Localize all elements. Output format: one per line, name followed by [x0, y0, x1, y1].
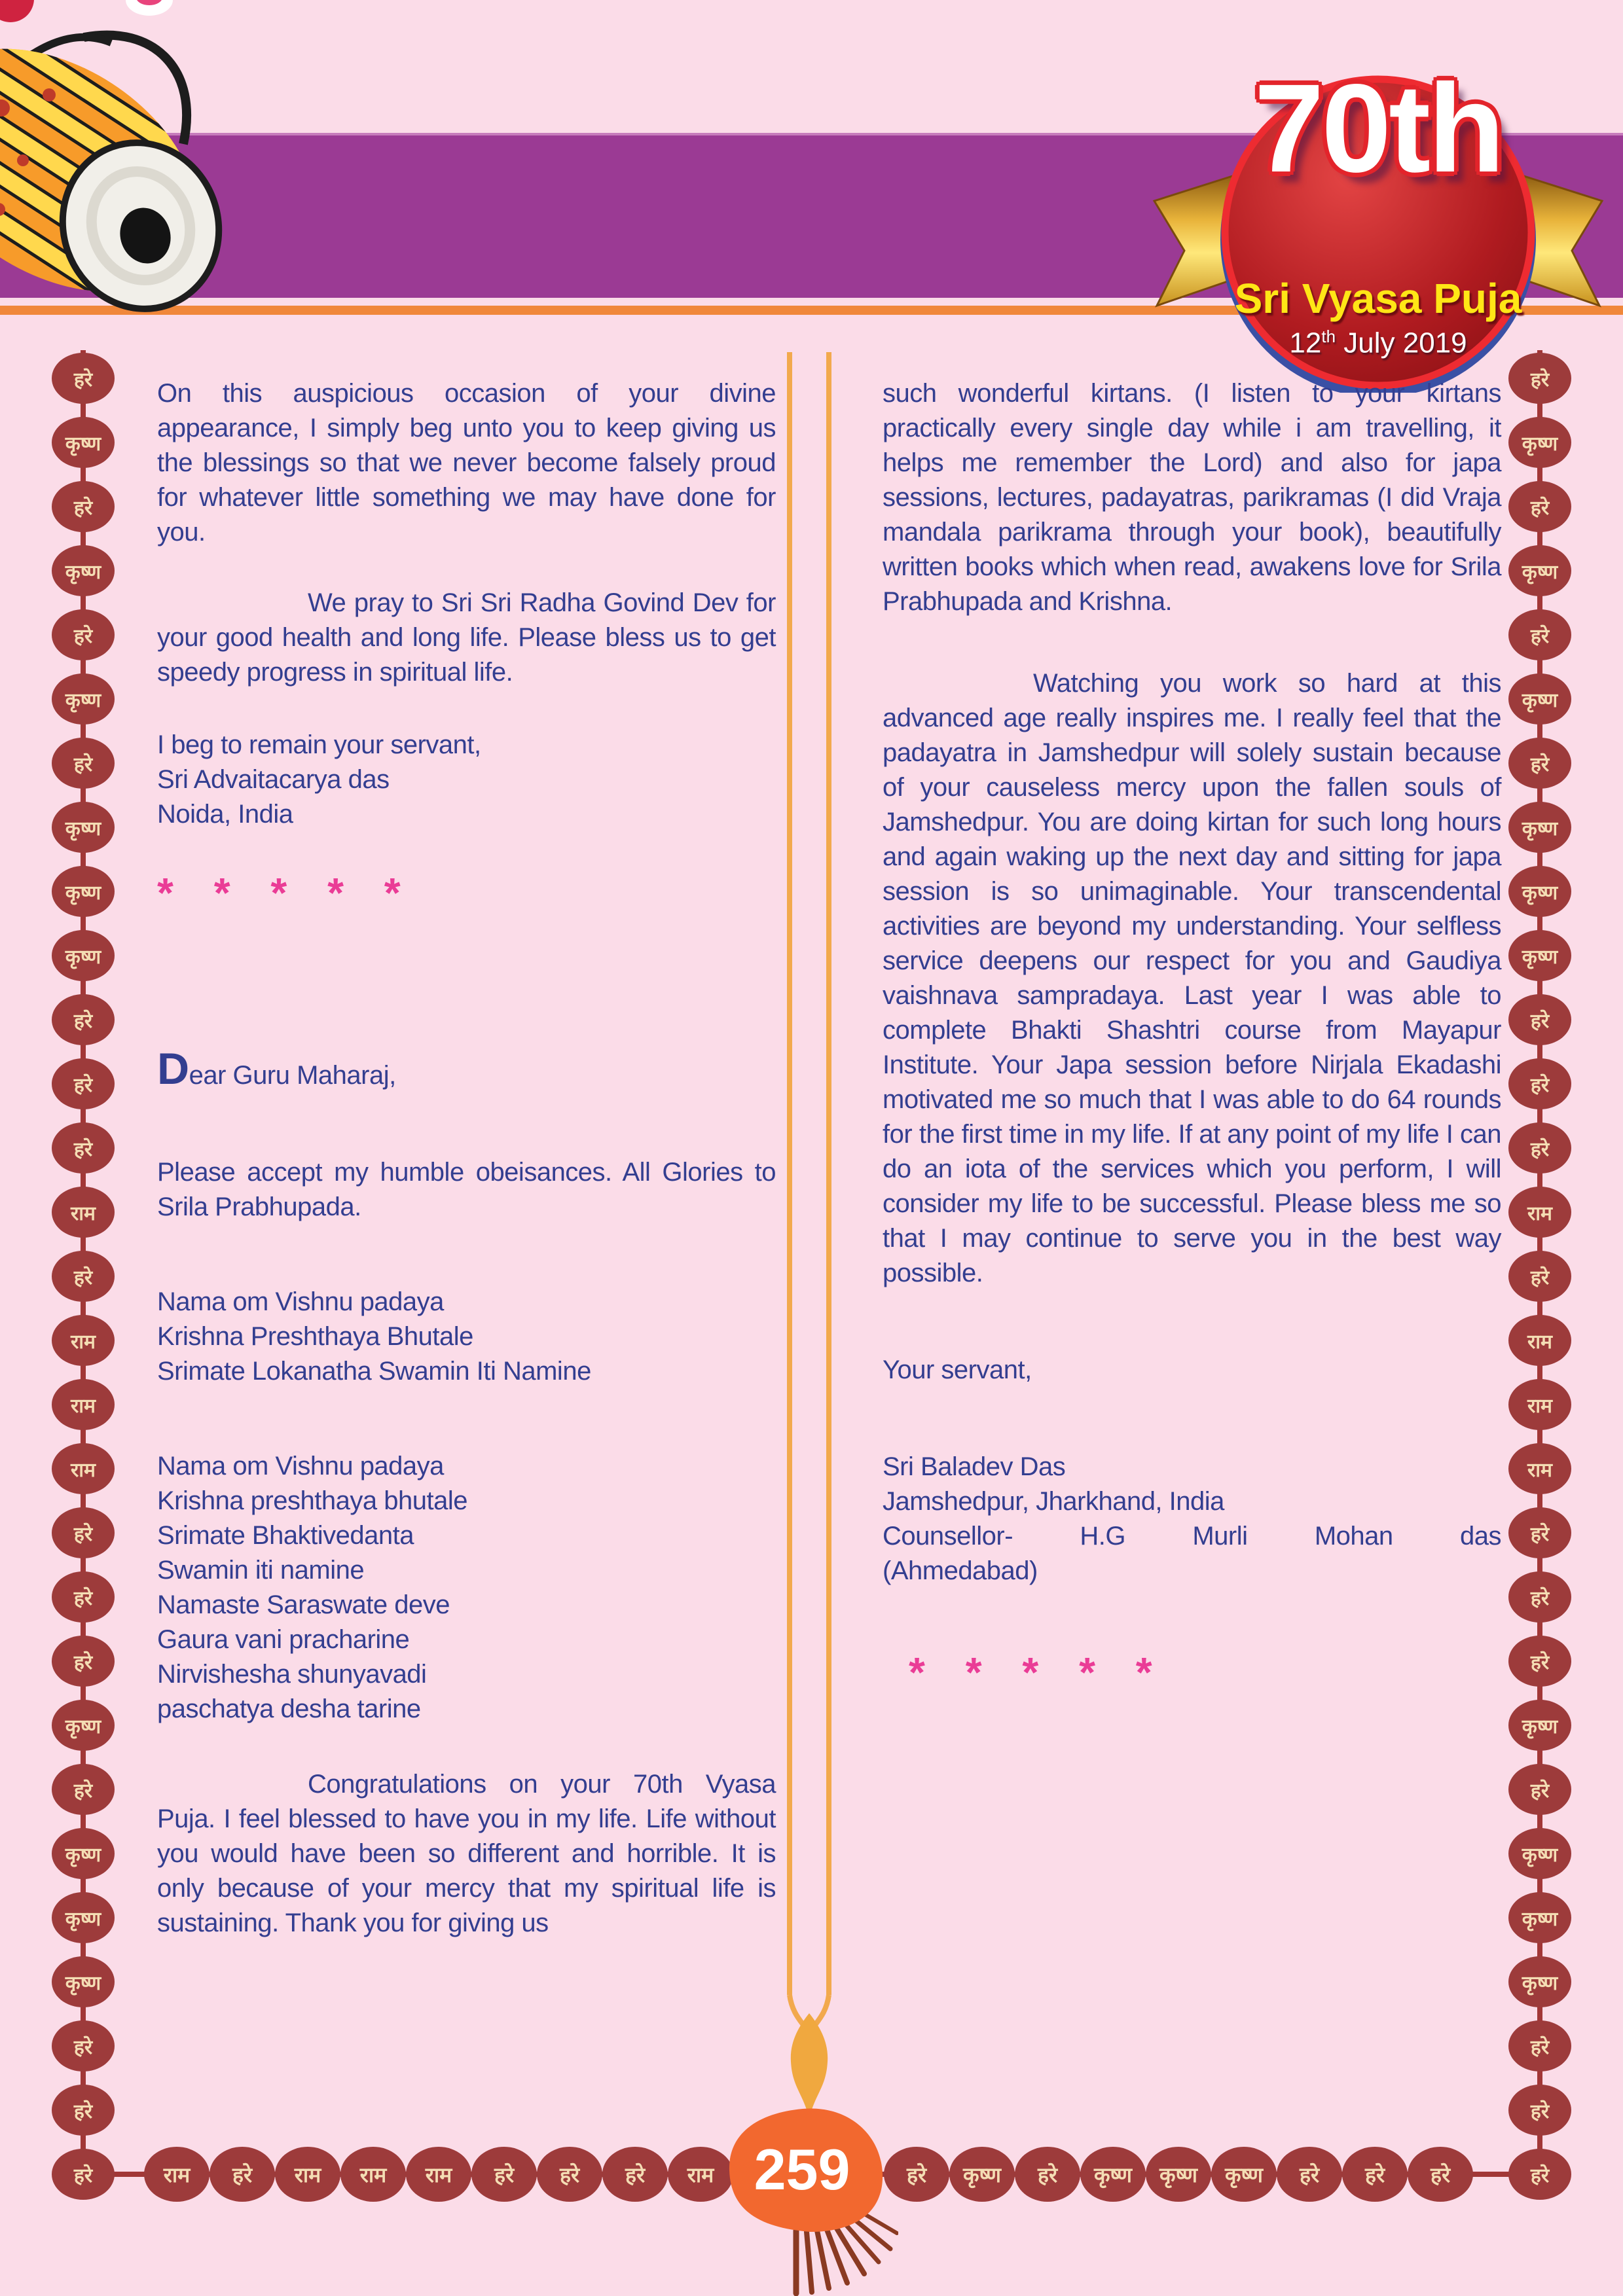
bead: हरे [52, 1636, 115, 1687]
bead: हरे [52, 2085, 115, 2136]
text-line: Noida, India [157, 800, 293, 829]
mridanga-drum-icon [0, 10, 236, 317]
text-line: (Ahmedabad) [883, 1556, 1038, 1585]
bead: राम [1508, 1187, 1571, 1238]
bead: राम [275, 2147, 340, 2202]
text-line: Nirvishesha shunyavadi [157, 1660, 427, 1689]
bead: हरे [52, 1122, 115, 1174]
text-lines [883, 1554, 1501, 1588]
bead: हरे [52, 1507, 115, 1558]
badge-subtitle: Sri Vyasa Puja [1234, 275, 1522, 322]
salutation [157, 1044, 776, 1094]
text-line: I beg to remain your servant, [157, 730, 481, 759]
bead: राम [1508, 1443, 1571, 1494]
bead: राम [144, 2147, 210, 2202]
text-line: Sri Baladev Das [883, 1452, 1066, 1481]
bead: हरे [1508, 738, 1571, 789]
text-line: Nama om Vishnu padaya [157, 1287, 444, 1316]
text-line: Gaura vani pracharine [157, 1625, 410, 1654]
text-lines [157, 728, 776, 832]
bead: हरे [1508, 2020, 1571, 2072]
bead: राम [1508, 1315, 1571, 1366]
text-line: paschatya desha tarine [157, 1695, 421, 1723]
bead: कृष्ण [52, 1956, 115, 2007]
bead: हरे [1508, 481, 1571, 532]
bead: हरे [1342, 2147, 1408, 2202]
badge-date-rest: July 2019 [1336, 327, 1467, 359]
bead: कृष्ण [52, 1892, 115, 1943]
bead: हरे [1508, 1636, 1571, 1687]
paragraph: We pray to Sri Sri Radha Govind Dev for your good health and long life. Please bless us to get speedy progress in spiritual life. [157, 588, 776, 687]
paragraph: Watching you work so hard at this advanced age really inspires me. I really feel that the padayatra in Jamshedpur will solely sustain because of your causeless mercy upon the fallen souls of Jamshedpur. You are doing kirtan for such long hours and again waking up the next day and sitting for japa session is so unimaginable. Your transcendental activities are beyond my understanding. Your selfless service deepens our respect for you and Gaudiya vaishnava sampradaya. Last year I was able to complete Bhakti Shashtri course from Mayapur Institute. Your Japa session before Nirjala Ekadashi motivated me so much that I was able to do 64 rounds for the first time in my life. If at any point of my life I can do an iota of the services which you perform, I will consider my life to be successful. Please bless me so that I may continue to serve you in the best way possible. [883, 669, 1501, 1287]
bead: राम [668, 2147, 733, 2202]
bead: राम [52, 1443, 115, 1494]
bead: हरे [52, 994, 115, 1045]
bead: राम [52, 1187, 115, 1238]
text-line: Sri Advaitacarya das [157, 765, 390, 794]
bead: राम [52, 1315, 115, 1366]
stars-separator: * * * * * [909, 1649, 1167, 1696]
bead: हरे [52, 1764, 115, 1815]
bead: हरे [1508, 1058, 1571, 1109]
bead: हरे [1508, 2149, 1571, 2200]
text-lines [157, 1449, 776, 1727]
bead: हरे [1508, 1571, 1571, 1623]
text-line: Srimate Bhaktivedanta [157, 1521, 414, 1550]
bead: कृष्ण [1508, 1700, 1571, 1751]
bead: हरे [1508, 994, 1571, 1045]
text-line: Krishna preshthaya bhutale [157, 1486, 467, 1515]
bead: हरे [52, 2149, 115, 2200]
bead: हरे [884, 2147, 949, 2202]
bead: कृष्ण [1508, 866, 1571, 917]
bead: हरे [1508, 1507, 1571, 1558]
bead: कृष्ण [1508, 673, 1571, 725]
bead: कृष्ण [52, 545, 115, 596]
bead: कृष्ण [1508, 930, 1571, 981]
paragraph: Please accept my humble obeisances. All Glories to Srila Prabhupada. [157, 1158, 776, 1221]
bead: कृष्ण [1508, 1956, 1571, 2007]
bead: कृष्ण [1080, 2147, 1146, 2202]
left-text-column [157, 376, 776, 1941]
bead: कृष्ण [949, 2147, 1015, 2202]
bead: राम [340, 2147, 406, 2202]
anniversary-badge [1142, 56, 1614, 393]
bead: हरे [1508, 1122, 1571, 1174]
bead: राम [406, 2147, 471, 2202]
text-line: Krishna Preshthaya Bhutale [157, 1322, 473, 1351]
badge-date-ordinal: th [1321, 327, 1336, 346]
bead: कृष्ण [1508, 545, 1571, 596]
bead: हरे [52, 609, 115, 660]
page-number-badge [719, 2102, 898, 2296]
text-line: Your servant, [883, 1355, 1032, 1384]
bead: हरे [52, 481, 115, 532]
badge-date-day: 12 [1289, 327, 1322, 359]
bead: कृष्ण [1508, 1828, 1571, 1879]
bead: हरे [1508, 1251, 1571, 1302]
bead: हरे [52, 2020, 115, 2072]
bead: हरे [52, 353, 115, 404]
bead: राम [52, 1379, 115, 1430]
bead: हरे [52, 1571, 115, 1623]
bead: कृष्ण [1508, 417, 1571, 468]
paragraph: Congratulations on your 70th Vyasa Puja. I feel blessed to have you in my life. Life without you would have been so different and horrible. It is only because of your mercy that my spiritual life is sustaining. Thank you for giving us [157, 1770, 776, 1937]
text-lines [883, 1353, 1501, 1388]
bead: कृष्ण [52, 802, 115, 853]
text-lines [883, 1450, 1501, 1519]
bead: हरे [1508, 353, 1571, 404]
bead: कृष्ण [52, 866, 115, 917]
text-lines [157, 1285, 776, 1389]
text-line: Srimate Lokanatha Swamin Iti Namine [157, 1357, 591, 1386]
text-line: Swamin iti namine [157, 1556, 365, 1585]
bead: हरे [52, 1058, 115, 1109]
salutation-text: ear Guru Maharaj, [189, 1061, 396, 1090]
bead: हरे [210, 2147, 275, 2202]
paragraph: Counsellor- H.G Murli Mohan das [883, 1522, 1501, 1551]
text-line: Nama om Vishnu padaya [157, 1452, 444, 1480]
bead: कृष्ण [1211, 2147, 1277, 2202]
bead: हरे [1508, 2085, 1571, 2136]
bead: कृष्ण [52, 1828, 115, 1879]
bead: हरे [1508, 1764, 1571, 1815]
text-line: Jamshedpur, Jharkhand, India [883, 1487, 1224, 1516]
bead: कृष्ण [52, 417, 115, 468]
right-text-column [883, 376, 1501, 1694]
bead: हरे [1015, 2147, 1080, 2202]
text-line: Namaste Saraswate deve [157, 1590, 450, 1619]
bead: कृष्ण [1146, 2147, 1211, 2202]
bead: हरे [602, 2147, 668, 2202]
paragraph: On this auspicious occasion of your divine appearance, I simply beg unto you to keep giving us the blessings so that we never become falsely proud for whatever little something we may have done for you. [157, 379, 776, 547]
bead: कृष्ण [1508, 802, 1571, 853]
bead: कृष्ण [52, 930, 115, 981]
page-number: 259 [754, 2137, 850, 2202]
stars-separator: * * * * * [157, 869, 415, 916]
badge-title: 70th [1254, 58, 1503, 198]
bead: हरे [1408, 2147, 1473, 2202]
bead: हरे [1277, 2147, 1342, 2202]
bead: कृष्ण [52, 673, 115, 725]
bead: हरे [52, 1251, 115, 1302]
bead: हरे [471, 2147, 537, 2202]
bead: कृष्ण [1508, 1892, 1571, 1943]
paragraph: such wonderful kirtans. (I listen to your kirtans practically every single day while i am travelling, it helps me remember the Lord) and also for japa sessions, lectures, padayatras, parikramas (I did Vraja mandala parikrama through your book), beautifully written books which when read, awakens love for Srila Prabhupada and Krishna. [883, 379, 1501, 616]
bead: राम [1508, 1379, 1571, 1430]
bead: हरे [1508, 609, 1571, 660]
bead: कृष्ण [52, 1700, 115, 1751]
dropcap-letter: D [157, 1044, 189, 1094]
bead: हरे [537, 2147, 602, 2202]
bead: हरे [52, 738, 115, 789]
